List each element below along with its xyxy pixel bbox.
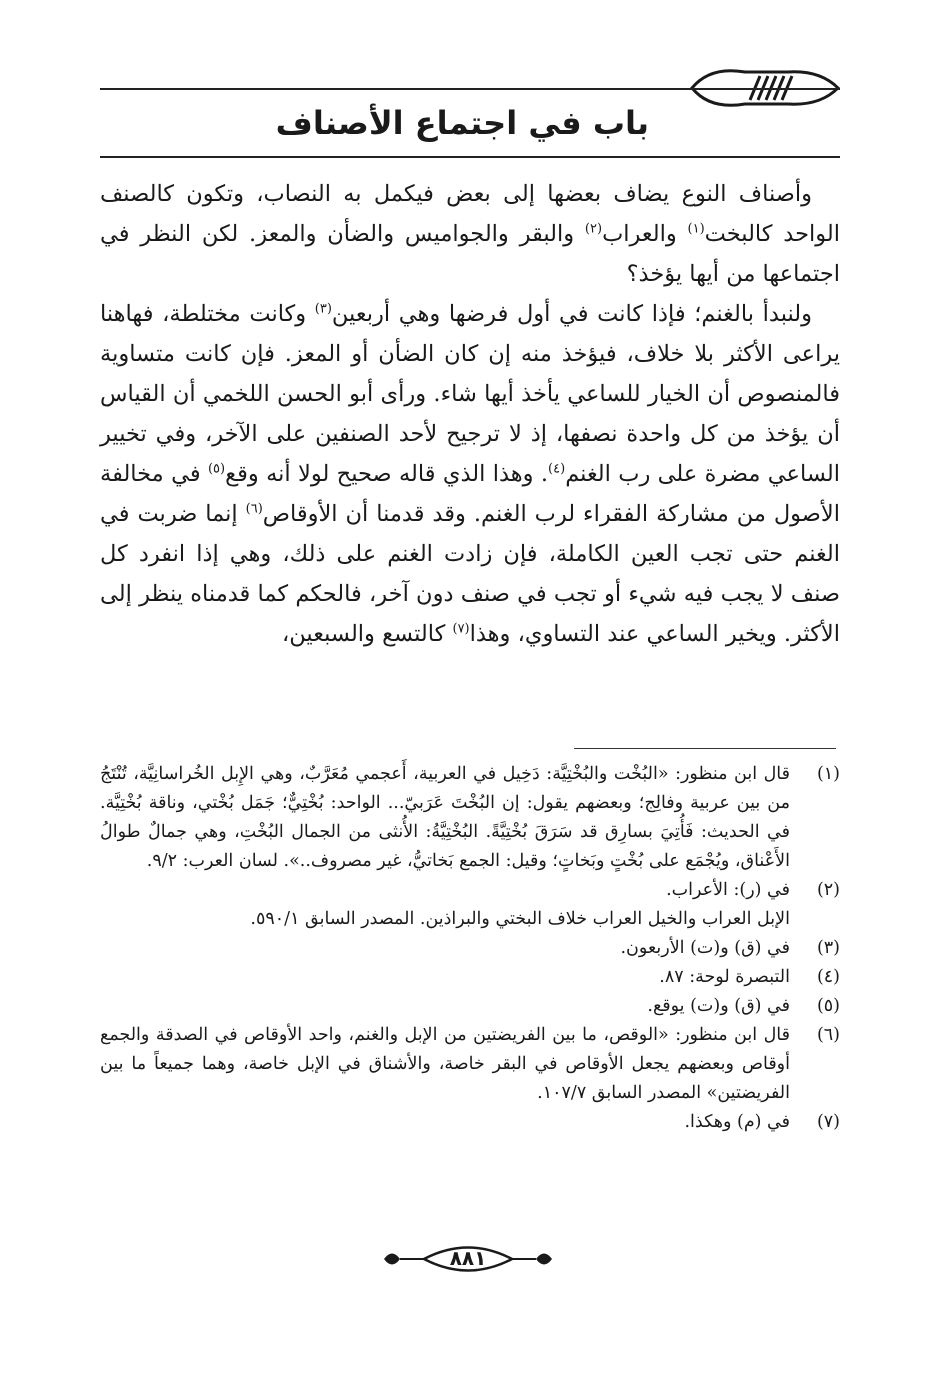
page-number-ornament	[378, 1236, 558, 1282]
footnote-item	[100, 876, 840, 905]
text-run: وأصناف النوع يضاف بعضها إلى بعض فيكمل به النصاب، وتكون كالصنف الواحد كالبخت	[100, 181, 840, 247]
footnote-item	[100, 1108, 840, 1137]
text-run: كالتسع والسبعين،	[282, 621, 453, 647]
chapter-title: باب في اجتماع الأصناف	[275, 104, 649, 142]
footnote-text: التبصرة لوحة: ٨٧.	[659, 967, 790, 987]
footnote-continuation	[100, 905, 840, 934]
footnote-number: (٤)	[816, 967, 840, 987]
footnote-ref[interactable]: (٤)	[548, 461, 566, 477]
footnote-text: في (م) وهكذا.	[684, 1112, 790, 1132]
title-rule	[100, 156, 840, 158]
paragraph	[100, 174, 840, 294]
footnote-text: في (ق) و(ت) الأربعون.	[620, 938, 790, 958]
footnote-number: (٢)	[816, 880, 840, 900]
footnote-ref[interactable]: (٧)	[452, 621, 470, 637]
footnote-item	[100, 992, 840, 1021]
header-rule	[100, 88, 840, 90]
footnote-item	[100, 934, 840, 963]
text-run: . وهذا الذي قاله صحيح لولا أنه وقع	[225, 461, 549, 487]
footnote-text: في (ر): الأعراب.	[666, 880, 790, 900]
main-text	[100, 174, 840, 654]
text-run: إنما ضربت في الغنم حتى تجب العين الكاملة، فإن زادت الغنم على ذلك، وهي إذا انفرد كل صنف لا يجب فيه شيء أو تجب في صنف دون آخر، فالحكم كما قدمناه ينظر إلى الأكثر. ويخير الساعي عند التساوي، وهذا	[100, 501, 840, 647]
footnote-ref[interactable]: (٣)	[314, 301, 332, 317]
footnotes	[100, 760, 840, 1137]
footnote-number: (١)	[816, 764, 840, 784]
footnote-text: قال ابن منظور: «البُخْت والبُخْتِيَّة: دَخِيل في العربية، أَعجمي مُعَرَّبٌ، وهي الإِبل الخُراسانِيَّة، تُنْتَجُ من بين عربية وفالِج؛ وبعضهم يقول: إن البُخْتَ عَرَبيّ... الواحد: بُخْتِيٌّ؛ جَمَل بُخْتي، وناقة بُخْتِيَّة. في الحديث: فَأُتِيَ بسارِق قد سَرَقَ بُخْتِيَّةً. البُخْتِيَّةُ: الأُنثى من الجمال البُخْتِ، وهي جمالٌ طوالُ الأَعْناق، ويُجْمَع على بُخْتٍ وبَخاتٍ؛ وقيل: الجمع بَخاتيُّ، غير مصروف..». لسان العرب: ٩/٢.	[100, 764, 790, 871]
text-run: في مخالفة الأصول من مشاركة الفقراء لرب الغنم. وقد قدمنا أن الأوقاص	[100, 461, 840, 527]
paragraph	[100, 294, 840, 654]
text-run: والبقر والجواميس والضأن والمعز. لكن النظر في اجتماعها من أيها يؤخذ؟	[100, 221, 840, 287]
footnote-ref[interactable]: (٦)	[245, 501, 263, 517]
page-number: ٨٨١	[449, 1246, 487, 1270]
text-run: وكانت مختلطة، فهاهنا يراعى الأكثر بلا خلاف، فيؤخذ منه إن كان الضأن أو المعز. فإن كانت متساوية فالمنصوص أن الخيار للساعي يأخذ أيها شاء. ورأى أبو الحسن اللخمي أن القياس أن يؤخذ من كل واحدة نصفها، إذ لا ترجيح لأحد الصنفين على الآخر، وفي تخيير الساعي مضرة على رب الغنم	[100, 301, 840, 487]
footnote-separator	[574, 748, 836, 749]
footnote-ref[interactable]: (٢)	[584, 221, 603, 237]
footnote-number: (٦)	[816, 1025, 840, 1045]
text-run: ولنبدأ بالغنم؛ فإذا كانت في أول فرضها وهي أربعين	[331, 301, 812, 327]
footnote-item	[100, 1021, 840, 1108]
footnote-ref[interactable]: (٥)	[207, 461, 226, 477]
text-run: والعراب	[602, 221, 688, 247]
footnote-item	[100, 760, 840, 876]
footnote-item	[100, 963, 840, 992]
footnote-number: (٣)	[816, 938, 840, 958]
footnote-number: (٥)	[816, 996, 840, 1016]
footnote-text: قال ابن منظور: «الوقص، ما بين الفريضتين من الإبل والغنم، واحد الأوقاص في الصدقة والجمع أوقاص وبعضهم يجعل الأوقاص في البقر خاصة، والأشناق في الإبل خاصة، وهما جميعاً ما بين الفريضتين» المصدر السابق ١٠٧/٧.	[100, 1025, 790, 1103]
footnote-number: (٧)	[816, 1112, 840, 1132]
footnote-ref[interactable]: (١)	[687, 221, 705, 237]
footnote-text: الإبل العراب والخيل العراب خلاف البختي والبراذين. المصدر السابق ٥٩٠/١.	[250, 909, 790, 929]
footnote-text: في (ق) و(ت) يوقع.	[647, 996, 790, 1016]
